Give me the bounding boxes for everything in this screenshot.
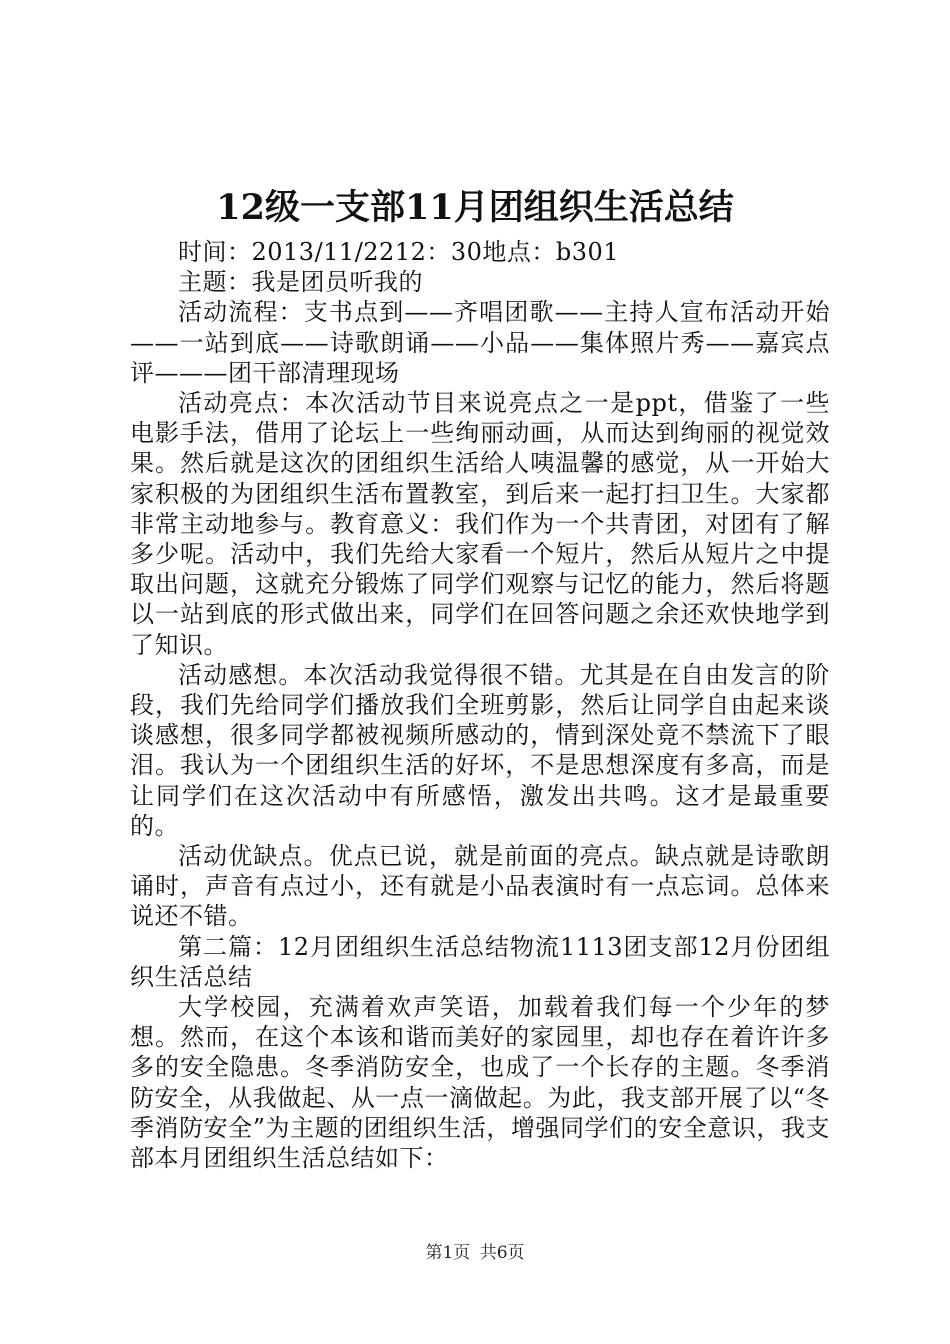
page-total: 共6页 [479, 1243, 525, 1263]
pros-cons-paragraph: 活动优缺点。优点已说，就是前面的亮点。缺点就是诗歌朗诵时，声音有点过小，还有就是小品表演时有一点忘词。总体来说还不错。 [130, 842, 830, 931]
time-location-line: 时间：2013/11/2212：30地点：b301 [178, 238, 620, 266]
page-footer [0, 1241, 950, 1265]
page-number: 第1页 [425, 1243, 471, 1263]
document-title: 12级一支部11月团组织生活总结 [216, 187, 734, 228]
highlights-paragraph: 活动亮点：本次活动节目来说亮点之一是ppt，借鉴了一些电影手法，借用了论坛上一些绚丽动画，从而达到绚丽的视觉效果。然后就是这次的团组织生活给人咦温馨的感觉，从一开始大家积极的为团组织生活布置教室，到后来一起打扫卫生。大家都非常主动地参与。教育意义：我们作为一个共青团，对团有了解多少呢。活动中，我们先给大家看一个短片，然后从短片之中提取出问题，这就充分锻炼了同学们观察与记忆的能力，然后将题以一站到底的形式做出来，同学们在回答问题之余还欢快地学到了知识。 [130, 389, 830, 659]
document-body [130, 237, 830, 1173]
activity-flow-paragraph: 活动流程：支书点到——齐唱团歌——主持人宣布活动开始——一站到底——诗歌朗诵——小品——集体照片秀——嘉宾点评———团干部清理现场 [130, 298, 830, 387]
reflections-paragraph: 活动感想。本次活动我觉得很不错。尤其是在自由发言的阶段，我们先给同学们播放我们全班剪影，然后让同学自由起来谈谈感想，很多同学都被视频所感动的，情到深处竟不禁流下了眼泪。我认为一个团组织生活的好坏，不是思想深度有多高，而是让同学们在这次活动中有所感悟，激发出共鸣。这才是最重要的。 [130, 660, 830, 840]
theme-line: 主题：我是团员听我的 [178, 268, 423, 297]
second-article-heading: 第二篇：12月团组织生活总结物流1113团支部12月份团组织生活总结 [130, 932, 830, 991]
campus-safety-paragraph: 大学校园，充满着欢声笑语，加载着我们每一个少年的梦想。然而，在这个本该和谐而美好的家园里，却也存在着许许多多的安全隐患。冬季消防安全，也成了一个长存的主题。冬季消防安全，从我做起、从一点一滴做起。为此，我支部开展了以“冬季消防安全”为主题的团组织生活，增强同学们的安全意识，我支部本月团组织生活总结如下： [130, 993, 830, 1173]
